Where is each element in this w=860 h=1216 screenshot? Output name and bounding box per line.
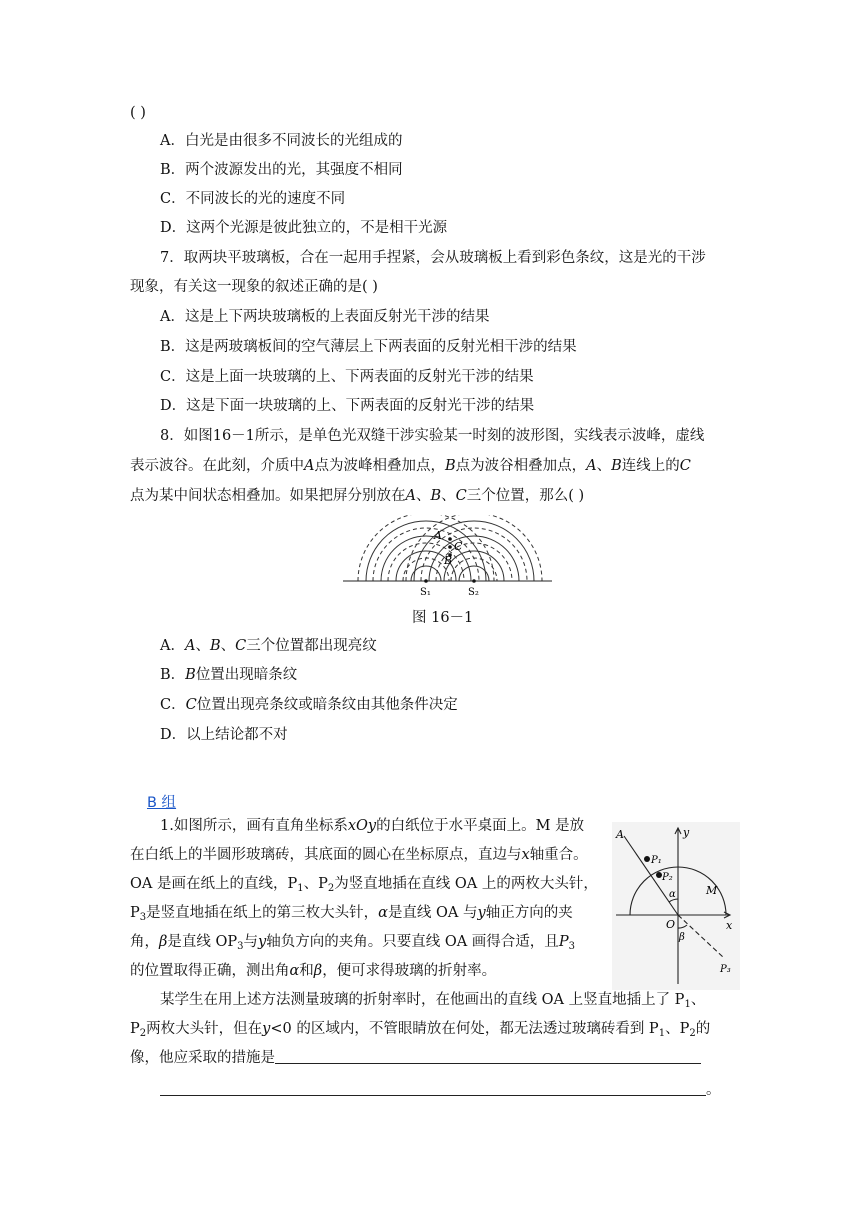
b-q1-line4: $P_3$是竖直地插在纸上的第三枚大头针，α是直线 OA 与y轴正方向的夹 [130,905,573,923]
b-q1-line2: 在白纸上的半圆形玻璃砖，其底面的圆心在坐标原点，直边与x轴重合。 [130,847,588,863]
figure-16-1-interference [340,515,555,600]
q8-stem-line1: 8．如图16－1所示，是单色光双缝干涉实验某一时刻的波形图，实线表示波峰，虚线 [160,428,705,444]
label-y: y [683,826,690,839]
q7-option-a: A．这是上下两块玻璃板的上表面反射光干涉的结果 [160,309,490,325]
s1-trough-1 [403,558,449,581]
b-q1-p2-line3: 像，他应采取的措施是 [130,1048,701,1068]
q8-option-a: A．A、B、C三个位置都出现亮纹 [160,638,377,654]
refraction-figure [612,822,740,990]
top-option-b: B．两个波源发出的光，其强度不相同 [160,162,403,178]
label-s1: S₁ [420,587,431,598]
top-option-a: A．白光是由很多不同波长的光组成的 [160,133,403,149]
s2-trough-4 [406,515,542,581]
q8-stem-line2: 表示波谷。在此刻，介质中A点为波峰相叠加点，B点为波谷相叠加点，A、B连线上的C [130,458,691,474]
answer-blank-2[interactable] [160,1081,706,1096]
question-answer-paren: ( ) [130,105,146,121]
s2-dot [472,579,476,583]
label-b: B [444,554,453,567]
point-a-dot [448,537,452,541]
q7-option-d: D．这是下面一块玻璃的上、下两表面的反射光干涉的结果 [160,398,535,414]
label-p1: P₁ [651,855,662,866]
b-q1-line1: 1.如图所示，画有直角坐标系xOy的白纸位于水平桌面上。M 是放 [160,818,585,834]
label-beta: β [679,932,685,943]
b-q1-line6: 的位置取得正确，测出角α和β，便可求得玻璃的折射率。 [130,963,497,979]
q7-stem-line2: 现象，有关这一现象的叙述正确的是( ) [130,279,378,295]
label-p2: P₂ [662,872,673,883]
s2-trough-1 [451,558,497,581]
b-q1-p2-line4: 。 [160,1080,721,1100]
label-m: M [706,884,718,897]
label-c: C [454,540,463,553]
s1-trough-2 [388,543,464,581]
top-option-d: D．这两个光源是彼此独立的，不是相干光源 [160,220,448,236]
pin-p1 [644,856,650,862]
s1-dot [424,579,428,583]
b-q1-line5: 角，β是直线 $OP_3$与y轴负方向的夹角。只要直线 OA 画得合适，且$P_3$ [130,934,575,952]
label-o: O [666,918,676,931]
s1-trough-4 [358,515,494,581]
b-q1-p2-line1: 某学生在用上述方法测量玻璃的折射率时，在他画出的直线 OA 上竖直地插上了 $P_1$、 [160,992,706,1010]
label-x: x [726,919,733,932]
label-a: A [434,529,442,542]
figure-16-1-caption: 图 16－1 [412,610,474,626]
answer-blank-1[interactable] [275,1049,701,1064]
top-option-c: C．不同波长的光的速度不同 [160,191,346,207]
q8-option-c: C．C位置出现亮条纹或暗条纹由其他条件决定 [160,697,458,713]
q8-option-b: B．B位置出现暗条纹 [160,667,298,683]
q7-option-c: C．这是上面一块玻璃的上、下两表面的反射光干涉的结果 [160,369,534,385]
q7-option-b: B．这是两玻璃板间的空气薄层上下两表面的反射光相干涉的结果 [160,339,577,355]
label-alpha: α [669,889,676,900]
b-q1-line3: OA 是画在纸上的直线，$P_1$、$P_2$为竖直地插在直线 OA 上的两枚大头针， [130,876,598,894]
point-c-dot [448,545,452,549]
q7-stem-line1: 7．取两块平玻璃板，合在一起用手捏紧，会从玻璃板上看到彩色条纹，这是光的干涉 [160,250,706,266]
q8-stem-line3: 点为某中间状态相叠加。如果把屏分别放在A、B、C三个位置，那么( ) [130,488,585,504]
label-s2: S₂ [468,587,479,598]
label-p3: P₃ [720,964,731,975]
b-q1-p2-line2: $P_2$两枚大头针，但在y<0 的区域内，不管眼睛放在何处，都无法透过玻璃砖看到 $P_1$、$P_2$的 [130,1021,711,1039]
group-b-heading: B 组 [147,795,177,811]
q8-option-d: D．以上结论都不对 [160,727,288,743]
label-a: A [616,828,624,841]
